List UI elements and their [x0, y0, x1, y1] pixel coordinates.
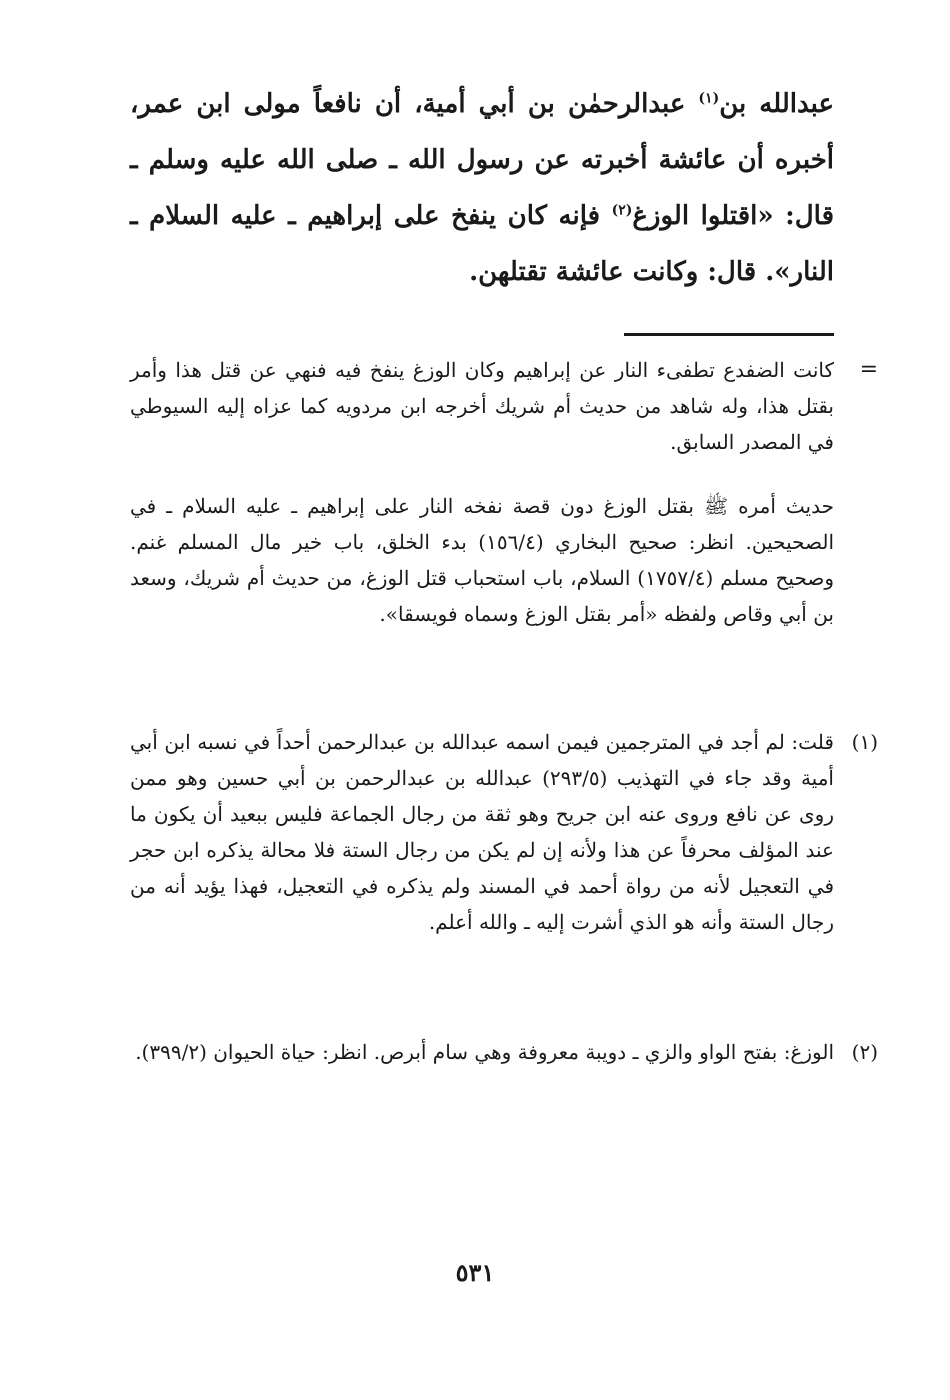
footnote-ref-1: (١) [698, 90, 720, 107]
footnote-continuation-paragraph [130, 488, 834, 632]
footnote-2 [130, 1034, 878, 1070]
footnote-continuation-text: كانت الضفدع تطفىء النار عن إبراهيم وكان الوزغ ينفخ فيه فنهي عن قتل هذا وأمر بقتل هذا، وله شاهد من حديث أم شريك أخرجه ابن مردويه كما عزاه إليه السيوطي في المصدر السابق. [130, 358, 834, 454]
main-text-part3: فإنه كان ينفخ على إبراهيم ـ عليه السلام ـ النار». قال: وكانت عائشة تقتلهن. [130, 201, 834, 287]
footnote-1-number: (١) [851, 730, 878, 754]
footnote-2-text: الوزغ: بفتح الواو والزي ـ دويبة معروفة وهي سام أبرص. انظر: حياة الحيوان (٣٩٩/٢). [135, 1040, 834, 1064]
page-number: ٥٣١ [455, 1258, 495, 1287]
footnote-1 [130, 724, 878, 940]
main-text [130, 76, 834, 300]
footnote-continuation [130, 352, 878, 460]
main-text-part1: عبدالله بن [719, 89, 835, 119]
footnote-continuation-para2-text: حديث أمره ﷺ بقتل الوزغ دون قصة نفخه النار على إبراهيم ـ عليه السلام ـ في الصحيحين. انظر: صحيح البخاري (١٥٦/٤) بدء الخلق، باب خير مال المسلم غنم. وصحيح مسلم (١٧٥٧/٤) السلام، باب استحباب قتل الوزغ، من حديث أم شريك، وسعد بن أبي وقاص ولفظه «أمر بقتل الوزغ وسماه فويسقا». [130, 494, 835, 626]
footnote-2-number: (٢) [851, 1040, 878, 1064]
footnote-ref-2: (٢) [611, 202, 633, 219]
main-text-part2: عبدالرحمٰن بن أبي أمية، أن نافعاً مولى ابن عمر، أخبره أن عائشة أخبرته عن رسول الله ـ صلى الله عليه وسلم ـ قال: «اقتلوا الوزغ [130, 89, 834, 231]
footnote-1-text: قلت: لم أجد في المترجمين فيمن اسمه عبدالله بن عبدالرحمن أحداً في نسبه ابن أبي أمية وقد جاء في التهذيب (٢٩٣/٥) عبدالله بن عبدالرحمن بن أبي حسين وهو ممن روى عن نافع وروى عنه ابن جريح وهو ثقة من رجال الجماعة فليس ببعيد أن يكون ما عند المؤلف محرفاً عن هذا ولأنه إن لم يكن من رجال الستة فلا محالة يذكره ابن حجر في التعجيل لأنه من رواة أحمد في المسند ولم يذكره في التعجيل، فهذا يؤيد أنه من رجال الستة وأنه هو الذي أشرت إليه ـ والله أعلم. [130, 730, 834, 934]
footnote-separator [624, 333, 834, 336]
continuation-mark: = [859, 357, 878, 382]
